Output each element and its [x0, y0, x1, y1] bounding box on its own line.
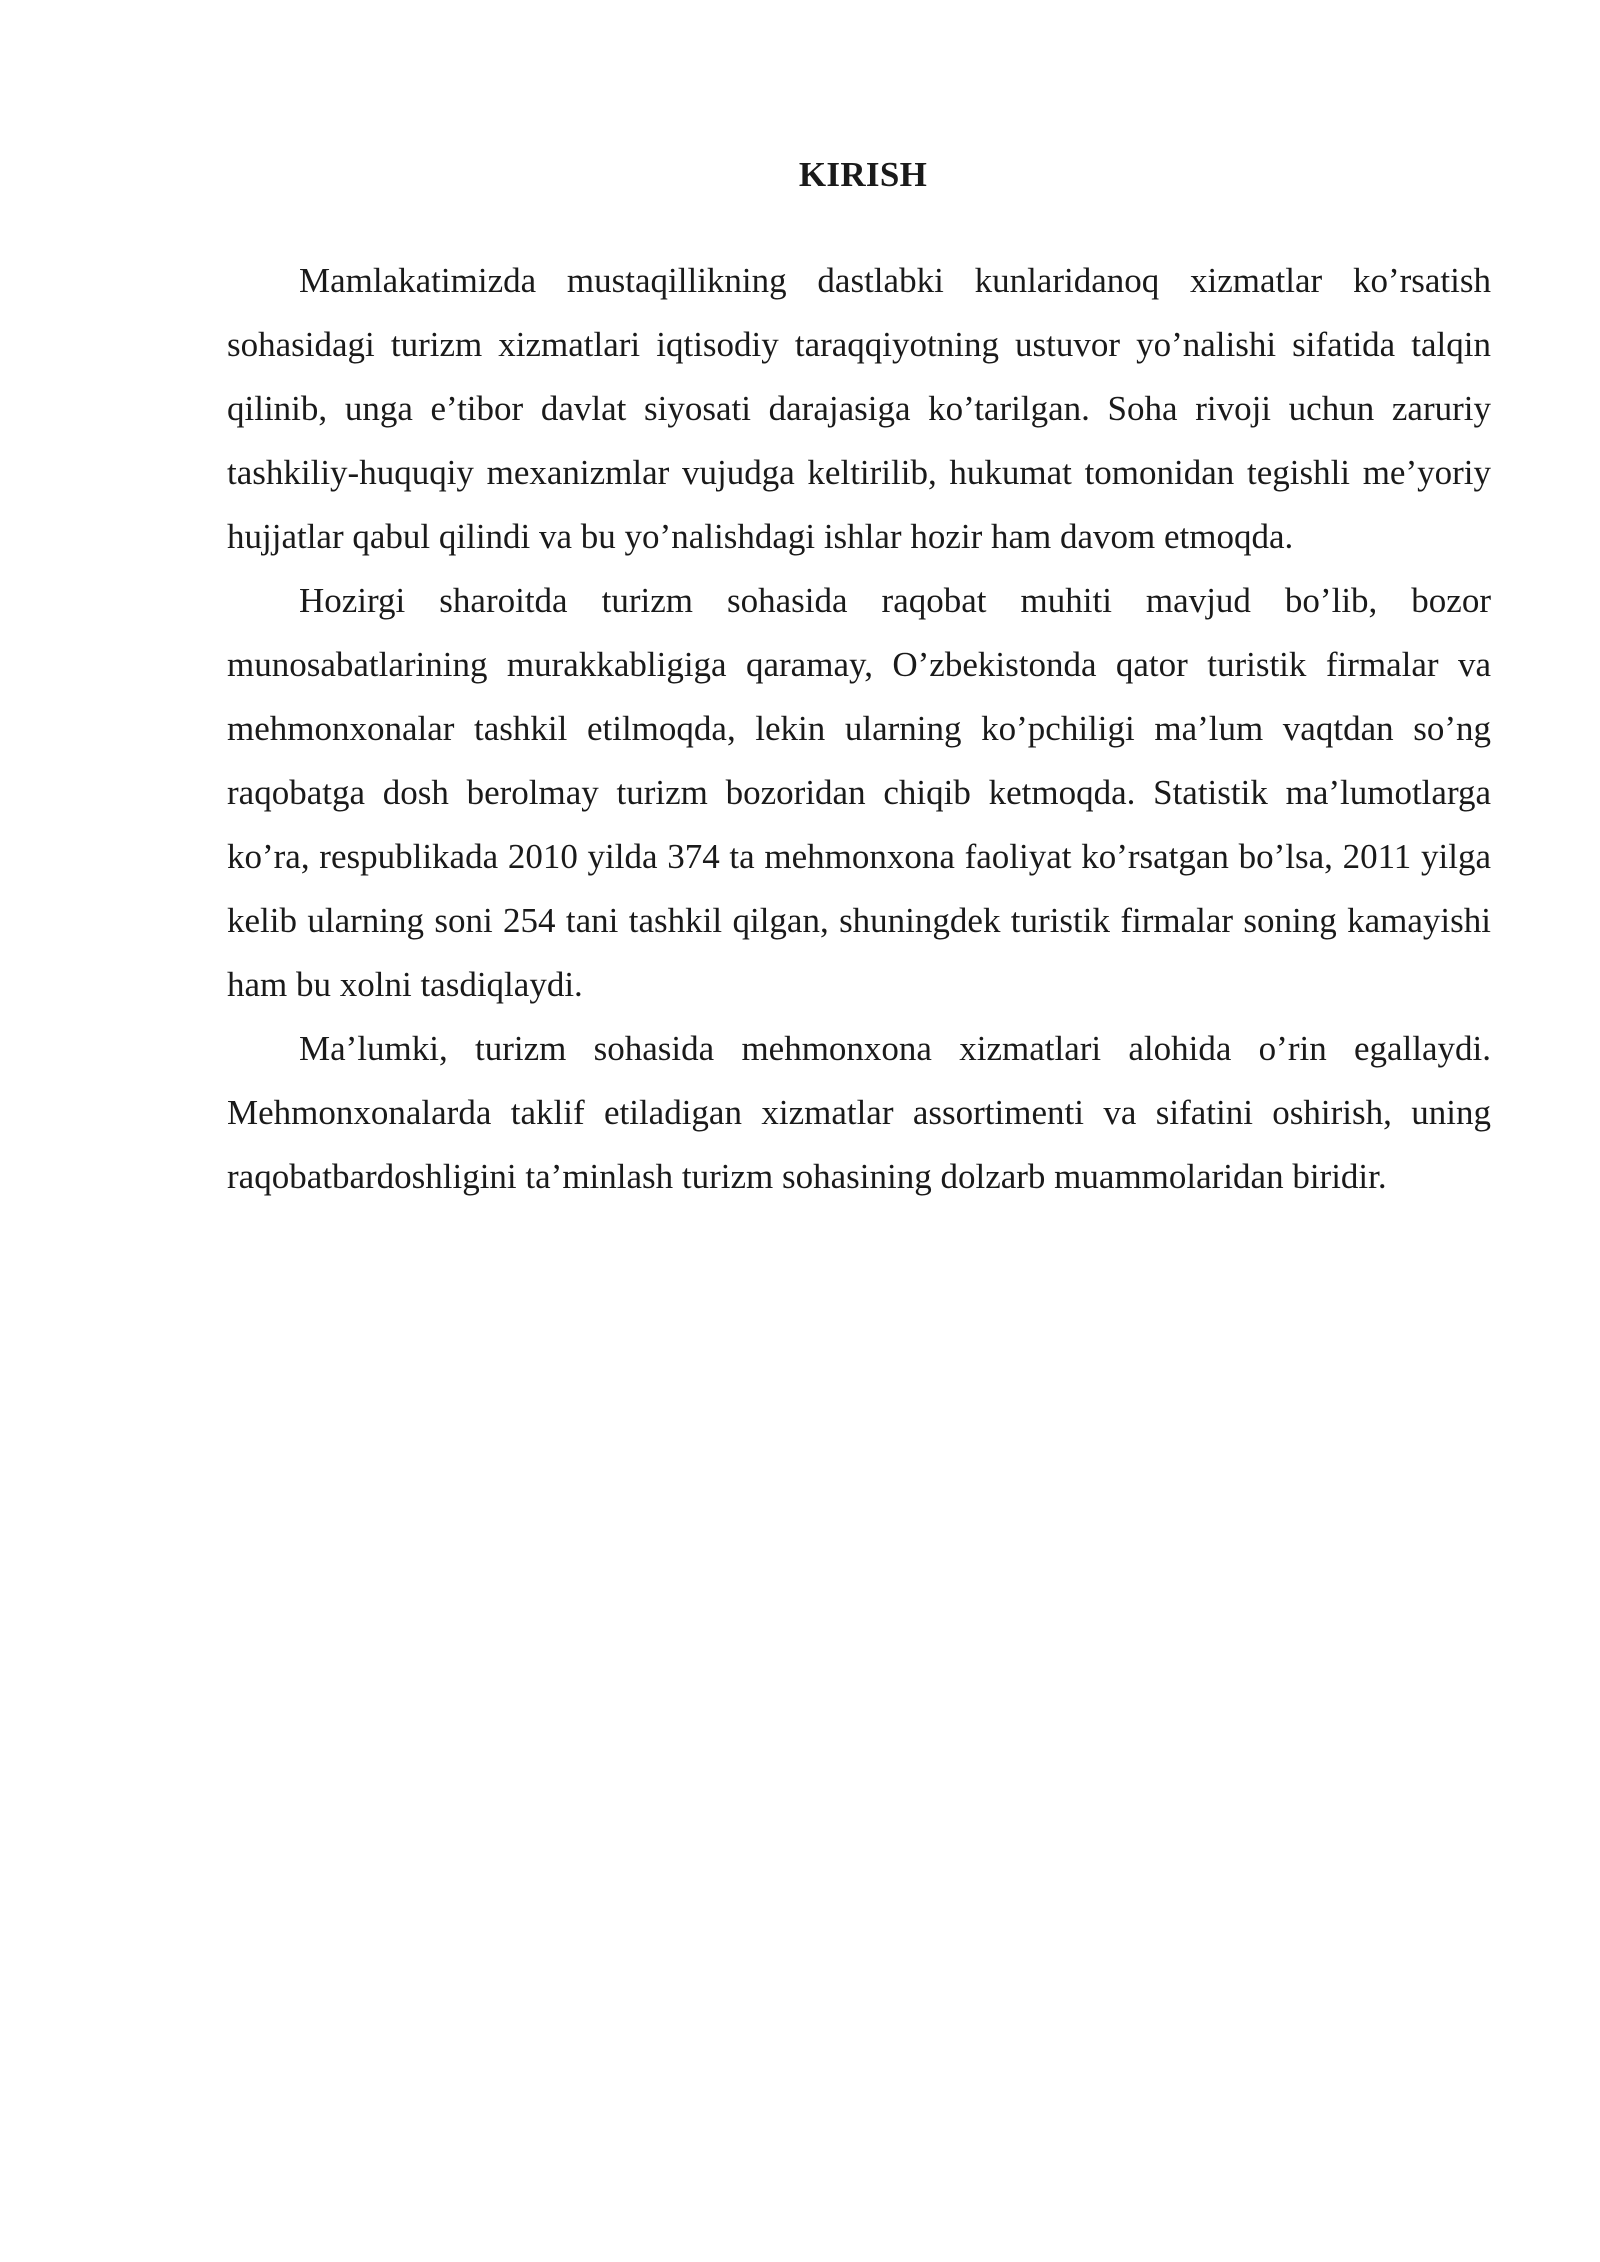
page-content [227, 145, 1491, 1209]
paragraph-hotel-services: Ma’lumki, turizm sohasida mehmonxona xizmatlari alohida o’rin egallaydi. Mehmonxonalarda taklif etiladigan xizmatlar assortimenti va sifatini oshirish, uning raqobatbardoshligini ta’minlash turizm sohasining dolzarb muammolaridan biridir. [227, 1029, 1491, 1196]
body-text [227, 249, 1491, 1209]
page-title: KIRISH [798, 155, 928, 194]
paragraph-intro: Mamlakatimizda mustaqillikning dastlabki kunlaridanoq xizmatlar ko’rsatish sohasidagi turizm xizmatlari iqtisodiy taraqqiyotning ustuvor yo’nalishi sifatida talqin qilinib, unga e’tibor davlat siyosati darajasiga ko’tarilgan. Soha rivoji uchun zaruriy tashkiliy-huquqiy mexanizmlar vujudga keltirilib, hukumat tomonidan tegishli me’yoriy hujjatlar qabul qilindi va bu yo’nalishdagi ishlar hozir ham davom etmoqda. [227, 261, 1491, 556]
paragraph-competition: Hozirgi sharoitda turizm sohasida raqobat muhiti mavjud bo’lib, bozor munosabatlarining murakkabligiga qaramay, O’zbekistonda qator turistik firmalar va mehmonxonalar tashkil etilmoqda, lekin ularning ko’pchiligi ma’lum vaqtdan so’ng raqobatga dosh berolmay turizm bozoridan chiqib ketmoqda. Statistik ma’lumotlarga ko’ra, respublikada 2010 yilda 374 ta mehmonxona faoliyat ko’rsatgan bo’lsa, 2011 yilga kelib ularning soni 254 tani tashkil qilgan, shuningdek turistik firmalar soning kamayishi ham bu xolni tasdiqlaydi. [227, 581, 1491, 1004]
